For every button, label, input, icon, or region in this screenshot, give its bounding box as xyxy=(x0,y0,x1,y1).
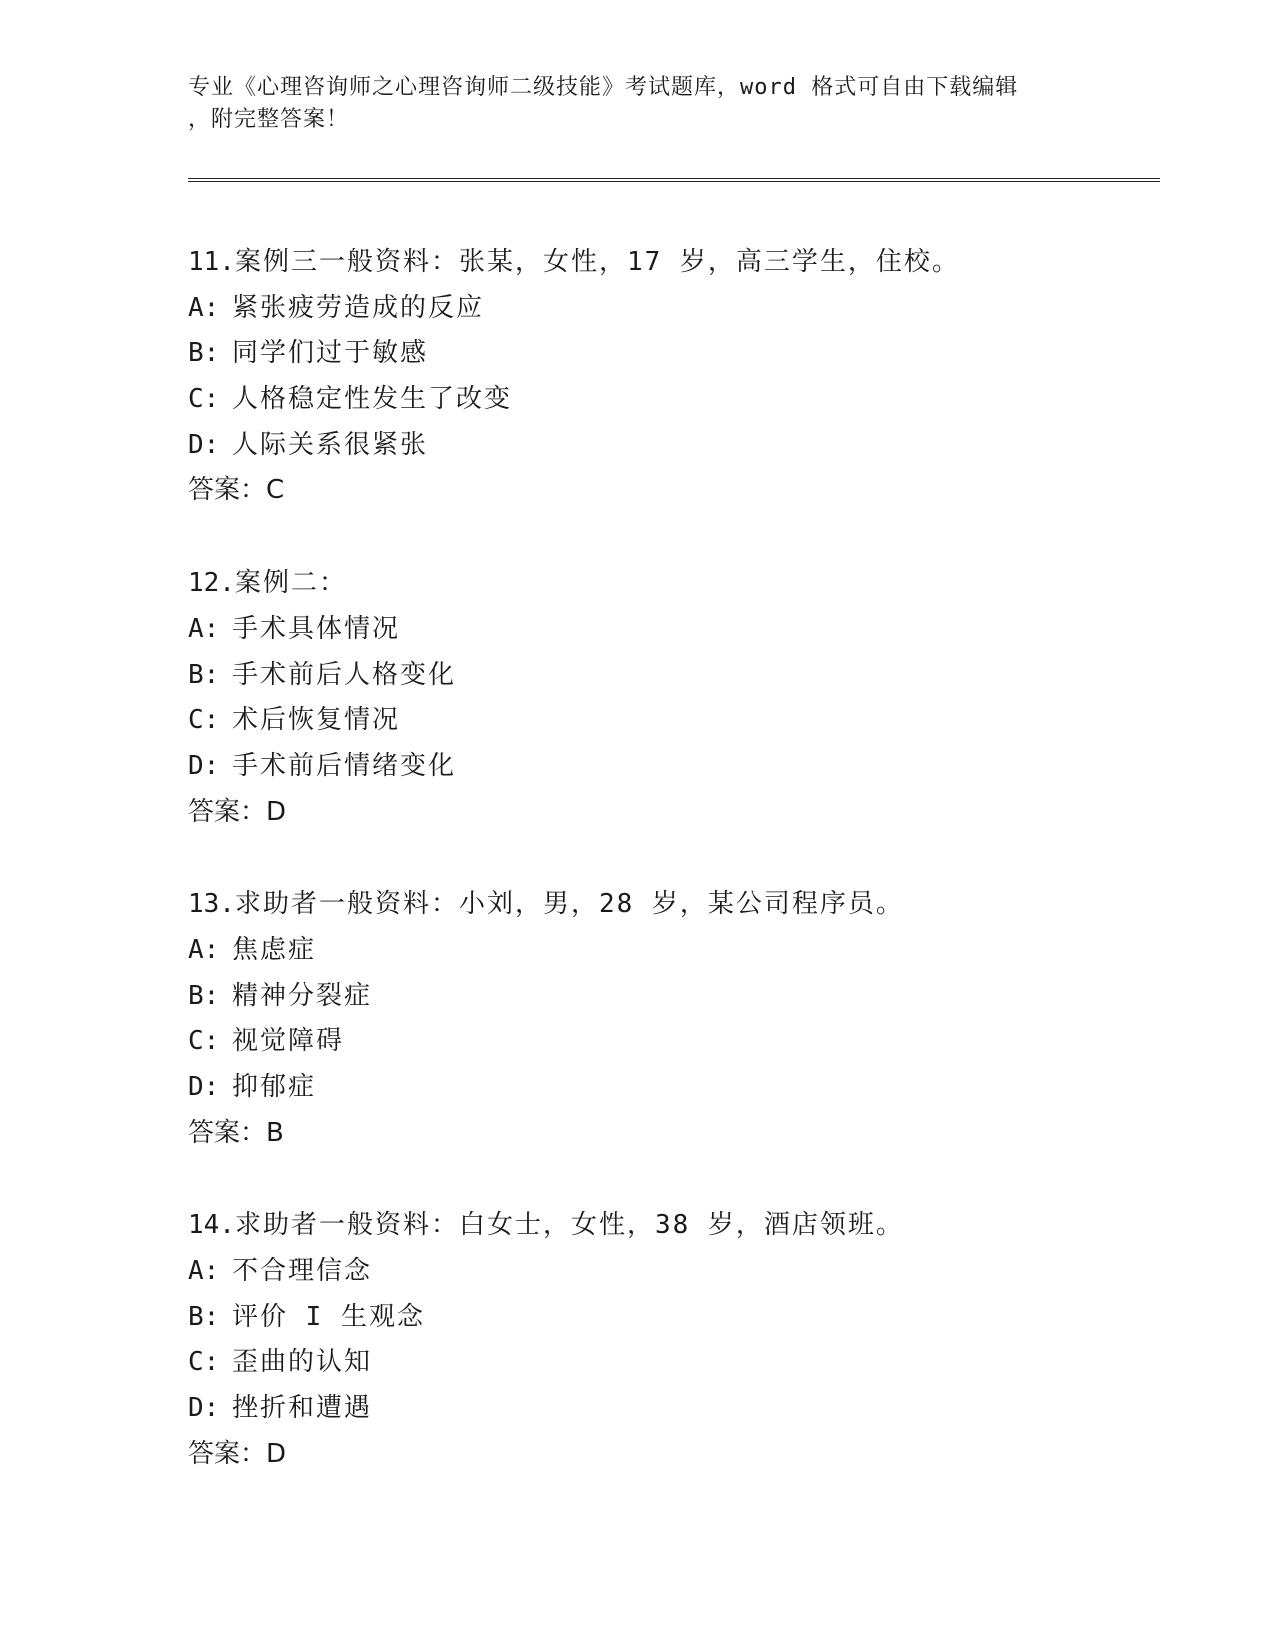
option-b xyxy=(188,1295,1148,1341)
question-12 xyxy=(188,561,1148,835)
option-text: 术后恢复情况 xyxy=(232,705,401,736)
question-text: 案例二： xyxy=(234,568,347,599)
option-c xyxy=(188,377,1148,423)
option-text: 精神分裂症 xyxy=(232,980,373,1011)
answer-line: 答案：C xyxy=(188,475,285,506)
option-letter: C: xyxy=(188,705,220,736)
option-letter: C: xyxy=(188,1026,220,1057)
option-d xyxy=(188,423,1148,469)
option-text: 紧张疲劳造成的反应 xyxy=(232,292,485,323)
option-c xyxy=(188,1019,1148,1065)
option-letter: D: xyxy=(188,1072,220,1102)
question-11 xyxy=(188,240,1148,514)
option-letter: A: xyxy=(188,934,220,965)
option-b xyxy=(188,974,1148,1020)
option-a xyxy=(188,607,1148,653)
answer-line: 答案：B xyxy=(188,1117,284,1148)
question-title xyxy=(188,240,1148,286)
option-letter: A: xyxy=(188,613,220,644)
option-text: 人际关系很紧张 xyxy=(232,429,429,460)
question-number: 11. xyxy=(188,247,235,277)
question-number: 14. xyxy=(188,1210,235,1241)
document-header xyxy=(188,72,1088,136)
option-letter: A: xyxy=(188,1256,220,1287)
option-a xyxy=(188,1249,1148,1295)
option-letter: D: xyxy=(188,1393,220,1424)
option-a xyxy=(188,286,1148,332)
option-d xyxy=(188,1065,1148,1111)
option-d xyxy=(188,1386,1148,1432)
option-b xyxy=(188,331,1148,377)
option-letter: D: xyxy=(188,429,220,460)
question-title xyxy=(188,1203,1148,1249)
option-text: 抑郁症 xyxy=(232,1072,317,1102)
header-line-1: 专业《心理咨询师之心理咨询师二级技能》考试题库，word 格式可自由下载编辑 xyxy=(188,75,1019,100)
option-letter: C: xyxy=(188,384,220,415)
question-title xyxy=(188,882,1148,928)
option-d xyxy=(188,744,1148,790)
option-text: 挫折和遭遇 xyxy=(232,1393,373,1424)
question-number: 12. xyxy=(188,568,235,599)
option-text: 评价 I 生观念 xyxy=(232,1301,425,1332)
option-text: 手术具体情况 xyxy=(232,613,401,644)
option-text: 视觉障碍 xyxy=(232,1026,345,1057)
option-text: 焦虑症 xyxy=(232,934,317,965)
option-text: 手术前后人格变化 xyxy=(232,659,457,690)
option-letter: B: xyxy=(188,1301,220,1332)
option-text: 手术前后情绪变化 xyxy=(232,750,457,781)
header-divider xyxy=(188,178,1160,182)
question-list xyxy=(188,240,1148,1525)
answer-line: 答案：D xyxy=(188,1438,287,1469)
option-text: 不合理信念 xyxy=(232,1256,373,1287)
question-text: 求助者一般资料：小刘，男，28 岁，某公司程序员。 xyxy=(234,889,904,920)
option-letter: C: xyxy=(188,1347,220,1378)
question-14 xyxy=(188,1203,1148,1477)
answer-line: 答案：D xyxy=(188,796,287,827)
question-13 xyxy=(188,882,1148,1156)
option-c xyxy=(188,1340,1148,1386)
question-text: 求助者一般资料：白女士，女性，38 岁，酒店领班。 xyxy=(234,1210,904,1241)
option-text: 人格稳定性发生了改变 xyxy=(232,384,513,415)
question-title xyxy=(188,561,1148,607)
question-number: 13. xyxy=(188,889,235,920)
option-letter: D: xyxy=(188,750,220,781)
option-b xyxy=(188,653,1148,699)
question-text: 案例三一般资料：张某，女性，17 岁，高三学生，住校。 xyxy=(234,247,960,277)
option-c xyxy=(188,698,1148,744)
option-letter: B: xyxy=(188,980,220,1011)
option-letter: B: xyxy=(188,659,220,690)
option-text: 同学们过于敏感 xyxy=(232,338,429,369)
header-line-2: ，附完整答案！ xyxy=(188,107,350,132)
option-letter: B: xyxy=(188,338,220,369)
option-text: 歪曲的认知 xyxy=(232,1347,373,1378)
option-a xyxy=(188,928,1148,974)
option-letter: A: xyxy=(188,292,220,323)
